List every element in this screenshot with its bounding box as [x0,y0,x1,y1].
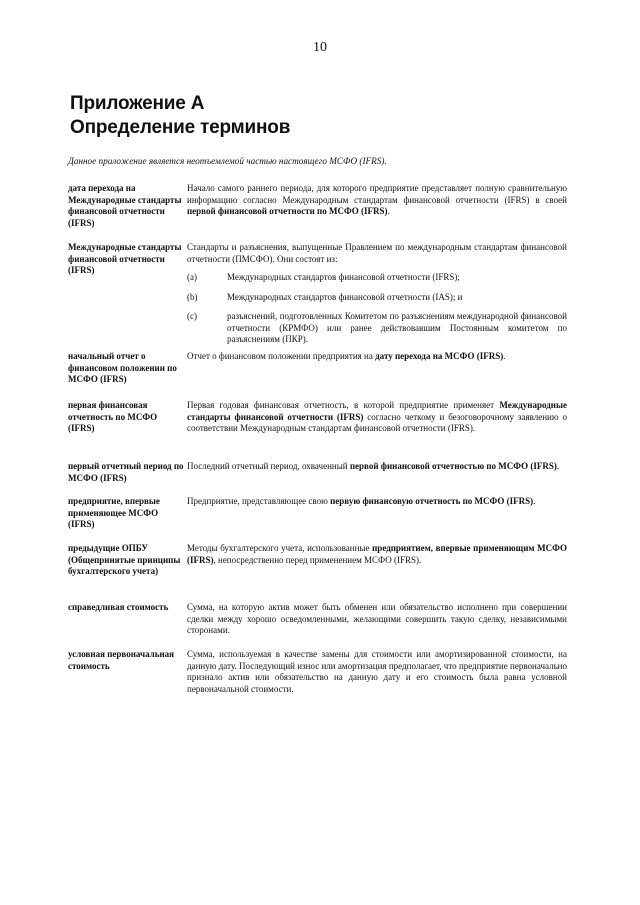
definition-text: Предприятие, представляющее свою [187,496,331,506]
list-marker: (a) [187,272,197,282]
list-item [187,311,567,346]
list-item-text: Международных стандартов финансовой отчетности (IFRS); [227,272,460,282]
list-marker: (c) [187,311,197,321]
appendix-heading [70,92,290,140]
definition-text: Стандарты и разъяснения, выпущенные Правлением по международным стандартам финансовой отчетности (ПМСФО). Они состоят из: [187,242,567,264]
definition-text: Методы бухгалтерского учета, использованные [187,543,373,553]
term-reference: первую финансовую отчетность по МСФО (IFRS) [330,496,534,506]
definition [187,543,567,566]
list-item [187,272,567,284]
term: справедливая стоимость [68,602,169,612]
definition: Сумма, на которую актив может быть обменен или обязательство исполнено при совершении сделки между хорошо осведомленными, желающими совершить такую сделку, независимыми сторонами. [187,602,567,635]
definition-text: . [503,351,506,361]
definition-text: согласно четкому и безоговорочному заявлению о соответствии Международным стандартам финансовой отчетности (IFRS). [187,411,567,433]
definition-text: , непосредственно перед применением МСФО (IFRS). [213,554,422,565]
term: первая финансовая отчетность по МСФО (IFRS) [68,400,158,433]
term: дата перехода на Международные стандарты финансовой отчетности (IFRS) [68,183,182,228]
term-reference: дату перехода на МСФО (IFRS) [375,351,504,361]
list-item-text: разъяснений, подготовленных Комитетом по разъяснениям международной финансовой отчетности (КРМФО) или ранее действовавшим Постоянным комитетом по разъяснениям (ПКР). [227,311,567,344]
appendix-subtitle: Определение терминов [70,117,291,138]
definition [187,496,567,508]
term: предыдущие ОПБУ (Общепринятые принципы бухгалтерского учета) [68,543,181,576]
definition [187,400,567,435]
definition [187,242,567,346]
intro-note: Данное приложение является неотъемлемой частью настоящего МСФО (IFRS). [68,156,387,166]
term-reference: первой финансовой отчетностью по МСФО (IFRS) [349,461,557,471]
definition-text: . [556,461,560,471]
list-item-text: Международных стандартов финансовой отчетности (IAS); и [227,291,463,302]
term: предприятие, впервые применяющее МСФО (IFRS) [68,496,160,529]
definition-text: . [533,496,536,506]
definition-text: Начало самого раннего периода, для которого предприятие представляет полную сравнительную информацию согласно Международным стандартам финансовой отчетности (IFRS) в своей [187,183,567,205]
definition-text: Последний отчетный период, охваченный [187,461,350,471]
term: начальный отчет о финансовом положении по МСФО (IFRS) [68,351,177,384]
definition-text: Первая годовая финансовая отчетность, в которой предприятие применяет [187,400,500,410]
definition [187,351,567,363]
term-reference: предприятием, впервые применяющим МСФО (IFRS) [187,543,567,565]
term-reference: первой финансовой отчетности по МСФО (IFRS) [187,206,388,216]
term: условная первоначальная стоимость [68,649,175,671]
definition [187,461,567,473]
list-item [187,292,567,304]
definition-text: . [387,206,390,216]
definition: Сумма, используемая в качестве замены для стоимости или амортизированной стоимости, на данную дату. Последующий износ или амортизация предполагает, что предприятие первоначально признало актив или обязательство на данную дату и его стоимость была равна условной первоначальной стоимости. [187,649,567,694]
definition [187,183,567,218]
appendix-title: Приложение А [70,93,205,114]
list-marker: (b) [187,291,198,302]
term: первый отчетный период по МСФО (IFRS) [68,461,184,483]
term-reference: Международные стандарты финансовой отчетности (IFRS) [187,400,567,422]
term: Международные стандарты финансовой отчетности (IFRS) [68,242,182,275]
page-number: 10 [313,40,327,55]
definition-text: Отчет о финансовом положении предприятия на [187,351,376,361]
